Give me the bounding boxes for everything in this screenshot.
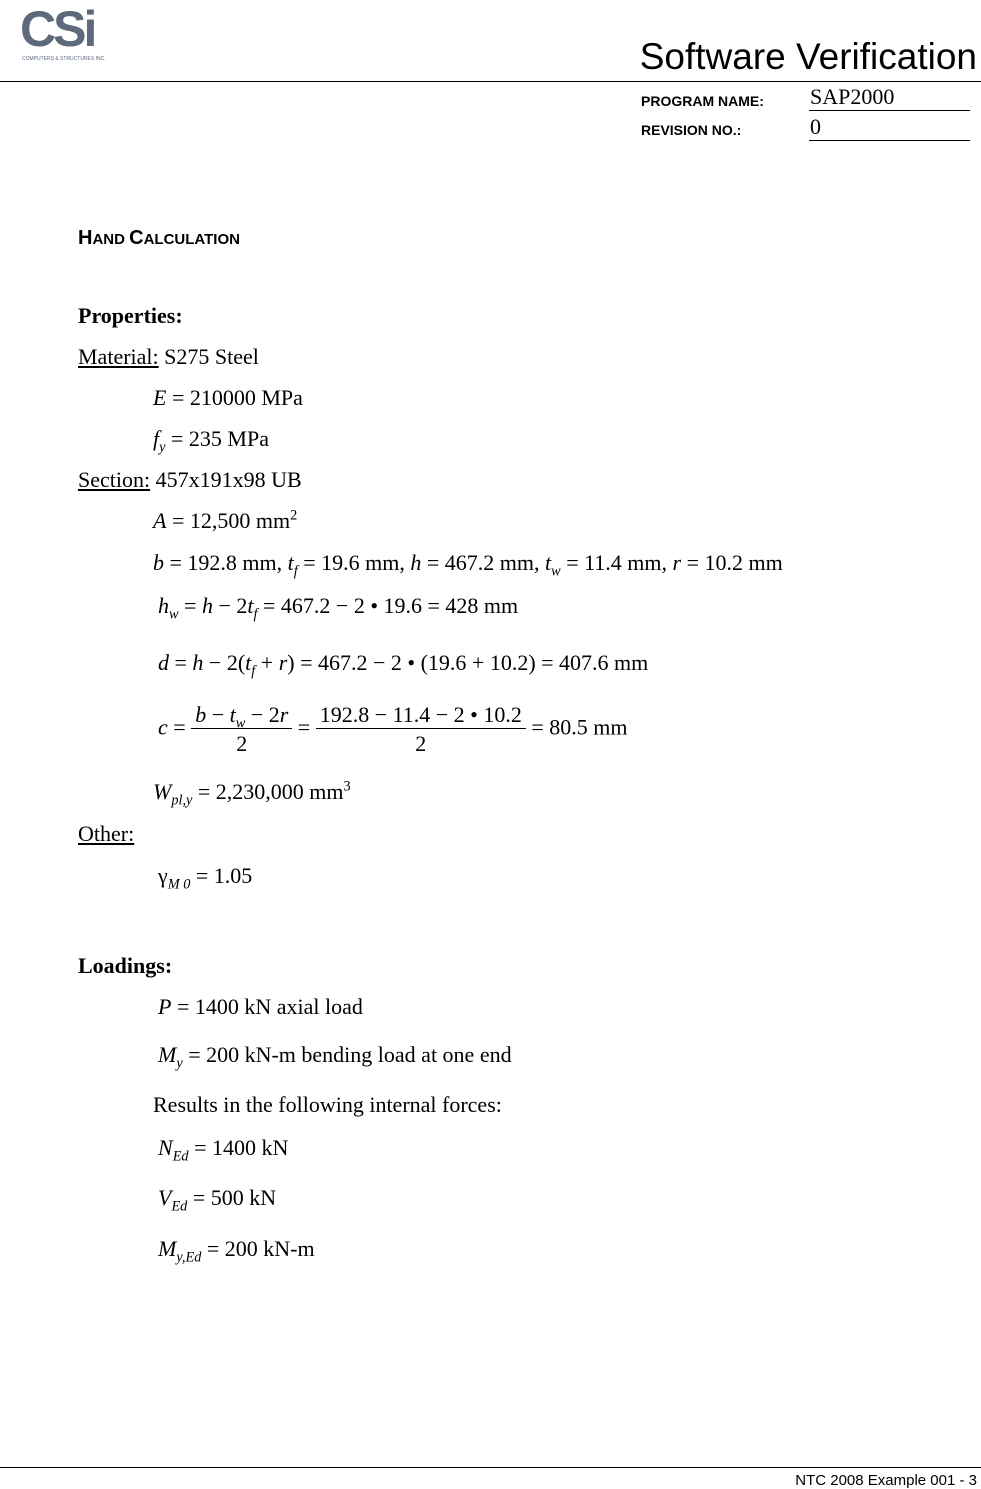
properties-title: Properties: [78, 303, 183, 328]
outstand-fraction-numeric: $\frac{192.8 - 11.4 - 2 • 10.2}{2}$ [316, 704, 526, 755]
footer-page-label: NTC 2008 Example 001 - 3 [795, 1472, 977, 1489]
section-heading: HAND CALCULATION [78, 227, 240, 249]
program-name-underline [809, 110, 970, 111]
loadings-title: Loadings: [78, 953, 173, 978]
axial-load-line: P = 1400 kN axial load [158, 994, 363, 1019]
yield-strength-line: $f_y = 235$ MPa [153, 426, 269, 456]
header-divider [0, 81, 981, 82]
web-height-equation: $h_w = h - 2t_f = 467.2 - 2$ • 19.6 = 428 mm [158, 593, 519, 623]
material-label: Material: [78, 344, 159, 369]
revision-number-label: REVISION NO.: [641, 122, 742, 138]
program-name-value: SAP2000 [810, 84, 895, 109]
bending-moment-line: $M_{y,Ed} = 200$ kN-m [158, 1236, 315, 1266]
csi-logo [20, 2, 110, 62]
bending-load-line: $M_y = 200$ kN-m bending load at one end [158, 1042, 512, 1072]
logo-subtitle: COMPUTERS & STRUCTURES INC. [22, 56, 106, 62]
area-line: A = 12,500 $mm^2$ [153, 507, 298, 533]
axial-force-line: $N_{Ed} = 1400$ kN [158, 1135, 289, 1165]
material-line [78, 346, 259, 368]
clear-depth-equation: $d = h - 2(t_f + r) = 467.2 - 2$ • (19.6 + 10.2) = 407.6 mm [158, 650, 649, 680]
program-name-label: PROGRAM NAME: [641, 93, 764, 109]
footer-divider [0, 1467, 981, 1468]
outstand-fraction-symbolic: $\frac{b - t_w - 2r}{2}$ [191, 704, 292, 755]
shear-force-line: $V_{Ed} = 500$ kN [158, 1185, 277, 1215]
section-dimensions-line: b = 192.8 mm, $t_f = 19.6$ mm, h = 467.2 mm, $t_w = 11.4$ mm, r = 10.2 mm [153, 550, 783, 580]
other-label: Other: [78, 821, 135, 846]
logo-text: CSi [20, 2, 95, 57]
revision-number-underline [809, 140, 970, 141]
revision-number-value: 0 [810, 114, 821, 139]
results-intro-text: Results in the following internal forces: [153, 1092, 502, 1117]
plastic-modulus-line: $W_{pl,y} = 2,230,000$ $mm^3$ [153, 778, 351, 809]
section-label: Section: [78, 467, 151, 492]
material-value: S275 Steel [164, 344, 259, 369]
partial-factor-line: $\gamma_{M 0} = 1.05$ [158, 863, 253, 893]
section-line [78, 469, 302, 491]
flange-outstand-equation: c = $\frac{b - t_w - 2r}{2}$ = $\frac{192.8 - 11.4 - 2 • 10.2}{2}$ = 80.5 mm [158, 702, 628, 756]
elastic-modulus-line: E = 210000 MPa [153, 385, 303, 410]
csi-logo-graphic [20, 2, 110, 62]
section-value: 457x191x98 UB [155, 467, 302, 492]
document-title: Software Verification [639, 36, 977, 77]
